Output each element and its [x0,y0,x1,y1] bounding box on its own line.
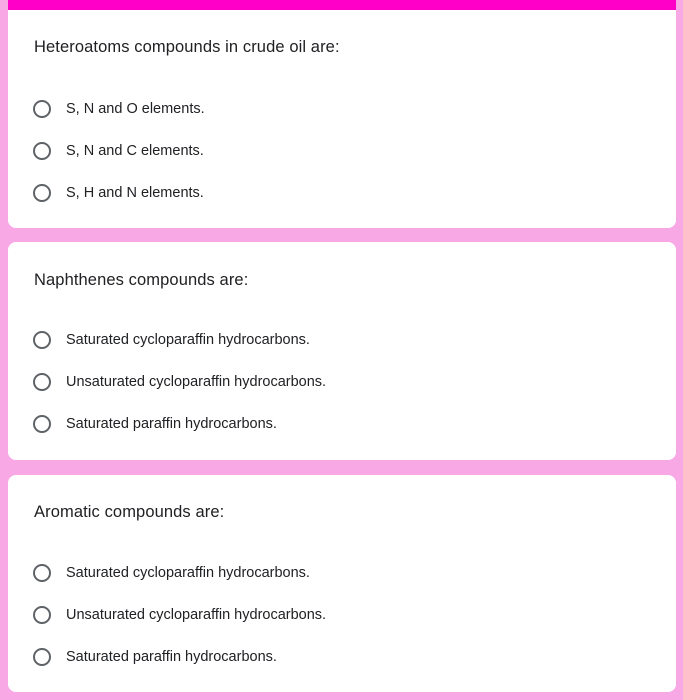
option-label: S, N and C elements. [66,143,204,159]
form-accent-bar [8,0,676,10]
option-label: S, N and O elements. [66,101,205,117]
radio-button-icon[interactable] [33,184,51,202]
option-label: Saturated cycloparaffin hydrocarbons. [66,332,310,348]
question-title: Naphthenes compounds are: [34,271,249,289]
radio-option[interactable] [33,319,326,361]
radio-button-icon[interactable] [33,564,51,582]
question-card-naphthenes [8,242,676,460]
options-list [33,88,205,214]
option-label: Saturated paraffin hydrocarbons. [66,649,277,665]
question-card-aromatic [8,475,676,692]
question-title: Aromatic compounds are: [34,503,225,521]
radio-option[interactable] [33,88,205,130]
options-list [33,319,326,445]
question-card-heteroatoms [8,0,676,228]
radio-button-icon[interactable] [33,331,51,349]
radio-option[interactable] [33,552,326,594]
radio-button-icon[interactable] [33,648,51,666]
option-label: Unsaturated cycloparaffin hydrocarbons. [66,607,327,623]
radio-button-icon[interactable] [33,415,51,433]
option-label: Saturated cycloparaffin hydrocarbons. [66,565,310,581]
radio-button-icon[interactable] [33,100,51,118]
radio-button-icon[interactable] [33,606,51,624]
radio-button-icon[interactable] [33,373,51,391]
radio-option[interactable] [33,594,326,636]
options-list [33,552,326,678]
option-label: Unsaturated cycloparaffin hydrocarbons. [66,374,327,390]
radio-option[interactable] [33,172,205,214]
radio-option[interactable] [33,361,326,403]
radio-option[interactable] [33,130,205,172]
radio-option[interactable] [33,636,326,678]
option-label: Saturated paraffin hydrocarbons. [66,416,277,432]
option-label: S, H and N elements. [66,185,204,201]
radio-option[interactable] [33,403,326,445]
question-title: Heteroatoms compounds in crude oil are: [34,38,340,56]
radio-button-icon[interactable] [33,142,51,160]
